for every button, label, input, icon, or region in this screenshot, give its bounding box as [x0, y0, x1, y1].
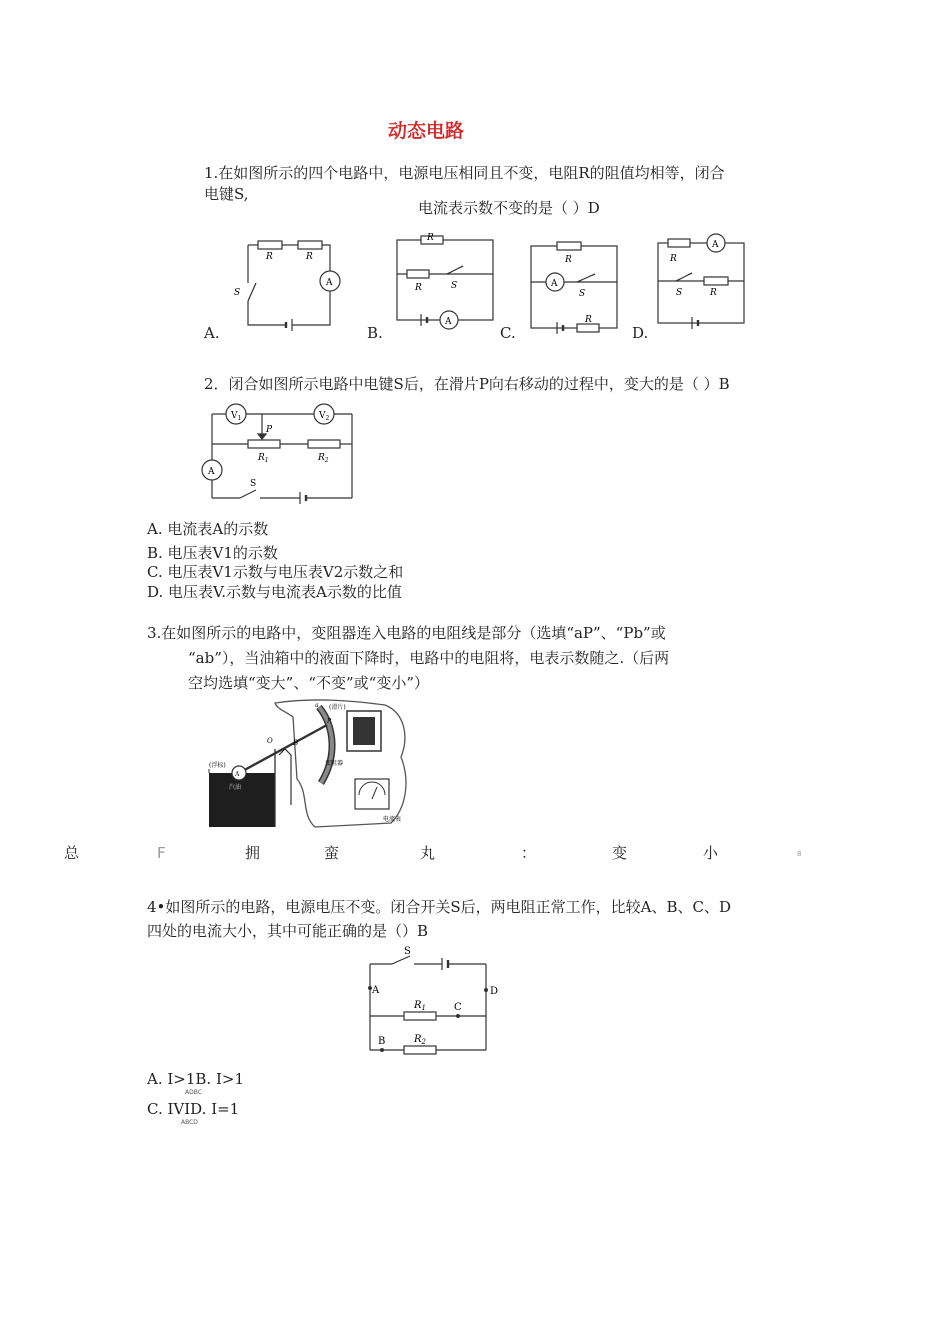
q4-point-b: B: [378, 1036, 386, 1047]
q3-b-label: B: [293, 739, 299, 747]
q2-circuit: [200, 398, 360, 506]
q2-slider-label: P: [266, 425, 273, 435]
q2-text-line1: 2．闭合如图所示电路中电键S后，在滑片P向右移动的过程中，变大的是（ ）B: [204, 375, 730, 393]
q1d-switch-label: S: [676, 288, 683, 298]
q1c-r1-label: R: [565, 255, 572, 265]
q3-p-label: P: [327, 718, 332, 725]
q1-circuit-b: [393, 232, 498, 336]
q3-float-ammeter-symbol: A: [235, 771, 240, 778]
q1d-ammeter-label: A: [712, 240, 719, 250]
q1a-r2-label: R: [306, 252, 313, 262]
q3-answer-char-0: 总: [64, 844, 80, 862]
q4-option-cd-subscripts: ABCD: [181, 1119, 198, 1126]
q4-option-cd: C. IVID. I=1: [147, 1100, 240, 1118]
q3-text-line2: “ab”），当油箱中的液面下降时，电路中的电阻将，电表示数随之.（后两: [188, 649, 670, 667]
q4-point-d: D: [490, 986, 499, 997]
q1b-r1-label: R: [427, 233, 434, 243]
q3-oil-gauge-figure: [205, 697, 415, 829]
q2-r1-label: $R_1$: [258, 453, 269, 464]
q4-point-c: C: [454, 1002, 462, 1013]
q3-a-label: a: [315, 702, 319, 709]
q3-text-line3: 空均选填“变大”、“不变”或“变小”）: [188, 674, 430, 692]
q3-slide-label: (滑片): [329, 704, 346, 711]
q1a-ammeter-label: A: [326, 278, 333, 288]
q1-text-line1: 1.在如图所示的四个电路中，电源电压相同且不变，电阻R的阻值均相等，闭合: [204, 164, 725, 182]
q2-ammeter-label: A: [208, 467, 215, 477]
q1-circuit-a: [234, 235, 348, 335]
q1c-switch-label: S: [579, 289, 586, 299]
q1-circuit-d: [654, 233, 749, 333]
q4-switch-label: S: [404, 946, 411, 957]
q4-r1-label: $R_1$: [414, 1000, 426, 1012]
q4-option-ab-subscripts: ADBC: [185, 1089, 202, 1096]
q1-text-line3: 电流表示数不变的是（ ）D: [418, 199, 600, 217]
q3-answer-char-2: 拥: [245, 844, 261, 862]
q1b-ammeter-label: A: [445, 317, 452, 327]
q3-answer-char-1: F: [157, 844, 166, 862]
q2-switch-label: S: [250, 479, 257, 489]
q1b-r2-label: R: [415, 283, 422, 293]
q1c-r2-label: R: [585, 315, 592, 325]
q1d-r2-label: R: [710, 288, 717, 298]
q3-pivot-label: O: [267, 737, 273, 745]
q1-option-b: B.: [367, 324, 383, 342]
q2-option-b: B. 电压表V1的示数: [147, 544, 278, 562]
q4-r2-label: $R_2$: [414, 1034, 426, 1046]
q1a-r1-label: R: [266, 252, 273, 262]
q1-option-c: C.: [500, 324, 516, 342]
q4-circuit: [360, 944, 505, 1056]
q3-float-label: (浮标): [209, 762, 226, 769]
q1d-r1-label: R: [670, 254, 677, 264]
q3-answer-char-4: 丸: [420, 844, 436, 862]
q2-v2-label: $V_2$: [319, 411, 330, 422]
q1-option-d: D.: [632, 324, 649, 342]
q2-v1-label: $V_1$: [231, 411, 242, 422]
q3-answer-char-5: ：: [521, 844, 537, 862]
q3-rheostat-label: 变阻器: [325, 760, 344, 767]
q4-point-a: A: [372, 985, 380, 996]
q4-text-line2: 四处的电流大小，其中可能正确的是（）B: [147, 922, 429, 940]
q3-ammeter-label: 电流表: [383, 816, 402, 823]
q1a-switch-label: S: [234, 288, 241, 298]
q3-answer-char-6: 变: [612, 844, 628, 862]
q3-text-line1: 3.在如图所示的电路中，变阻器连入电路的电阻线是部分（选填“aP”、“Pb”或: [147, 624, 666, 642]
q1-text-line2: 电键S,: [204, 185, 249, 203]
q4-option-ab: A. I>1B. I>1: [147, 1070, 245, 1088]
q4-text-line1: 4•如图所示的电路，电源电压不变。闭合开关S后，两电阻正常工作，比较A、B、C、D: [147, 898, 732, 916]
q2-option-d: D. 电压表V.示数与电流表A示数的比值: [147, 583, 402, 601]
q1-circuit-c: [527, 238, 622, 335]
q1-option-a: A.: [204, 324, 220, 342]
q1c-ammeter-label: A: [551, 279, 558, 289]
q3-answer-char-8: 8: [797, 850, 802, 858]
q3-answer-char-3: 蛮: [324, 844, 340, 862]
q2-r2-label: $R_2$: [318, 453, 329, 464]
q2-option-c: C. 电压表V1示数与电压表V2示数之和: [147, 563, 404, 581]
q2-option-a: A. 电流表A的示数: [147, 520, 269, 538]
page-title: 动态电路: [388, 120, 465, 142]
q3-answer-char-7: 小: [703, 844, 719, 862]
q3-oil-label: 汽油: [229, 784, 242, 791]
q1b-switch-label: S: [451, 281, 458, 291]
